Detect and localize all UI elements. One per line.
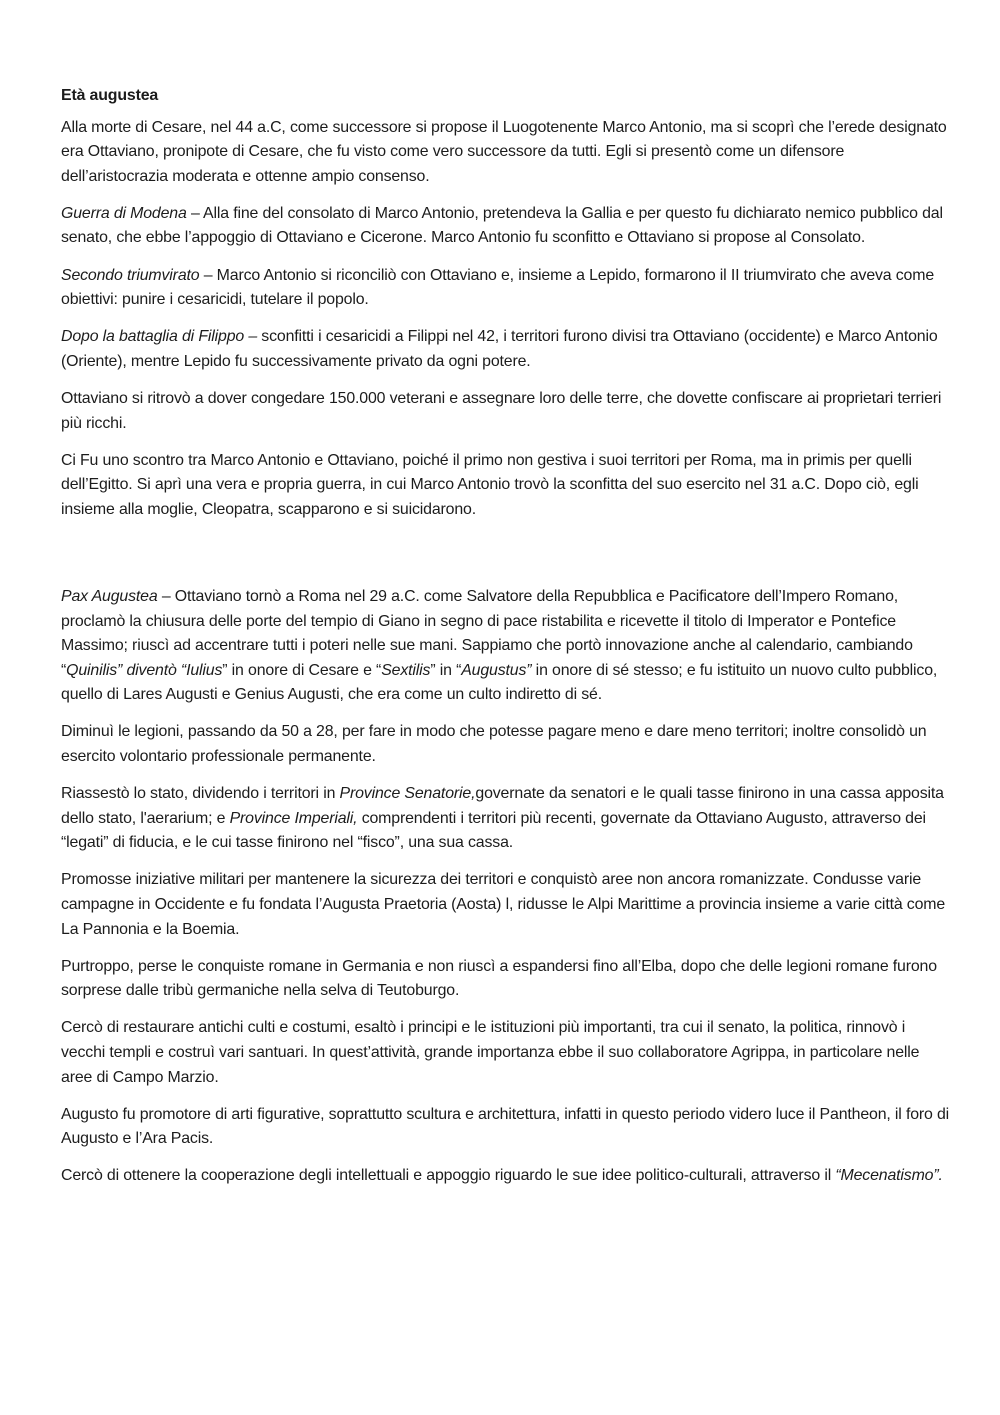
paragraph-pax-augustea <box>61 585 951 708</box>
italic-term: Province Senatorie, <box>339 785 476 803</box>
document-title: Età augustea <box>61 87 159 104</box>
paragraph-heading: Dopo la battaglia di Filippo – <box>61 328 258 346</box>
paragraph-province <box>61 782 951 856</box>
paragraph-text: governate da senatori e le quali tasse finirono in una cassa apposita dello stato, l'aerarium; e <box>61 785 944 827</box>
paragraph-intro: Alla morte di Cesare, nel 44 a.C, come successore si propose il Luogotenente Marco Antonio, ma si scoprì che l’erede designato era Ottaviano, pronipote di Cesare, che fu visto come vero successore da tutti. Egli si presentò come un difensore dell’aristocrazia moderata e ottenne ampio consenso. <box>61 118 947 185</box>
paragraph-battaglia-di-filippo <box>61 325 951 374</box>
paragraph-guerra-di-modena <box>61 202 951 251</box>
paragraph-heading: Pax Augustea <box>61 587 158 605</box>
paragraph-mecenatismo <box>61 1164 951 1189</box>
paragraph-legioni: Diminuì le legioni, passando da 50 a 28, per fare in modo che potesse pagare meno e dare meno territori; inoltre consolidò un esercito volontario professionale permanente. <box>61 723 927 765</box>
italic-term: Augustus” <box>461 661 532 679</box>
italic-term: “Mecenatismo”. <box>835 1167 943 1185</box>
paragraph-text: Cercò di ottenere la cooperazione degli intellettuali e appoggio riguardo le sue idee politico-culturali, attraverso il <box>61 1167 836 1185</box>
paragraph-text: Riassestò lo stato, dividendo i territori in <box>61 785 340 803</box>
paragraph-secondo-triumvirato <box>61 264 951 313</box>
paragraph-arti: Augusto fu promotore di arti figurative, soprattutto scultura e architettura, infatti in questo periodo videro luce il Pantheon, il foro di Augusto e l’Ara Pacis. <box>61 1105 950 1148</box>
paragraph-text: – Alla fine del consolato di Marco Antonio, pretendeva la Gallia e per questo fu dichiarato nemico pubblico dal senato, che ebbe l’appoggio di Ottaviano e Cicerone. Marco Antonio fu sconfitto e Ottaviano si propose al Consolato. <box>61 204 943 247</box>
paragraph-iniziative-militari: Promosse iniziative militari per mantenere la sicurezza dei territori e conquistò aree non ancora romanizzate. Condusse varie campagne in Occidente e fu fondata l’Augusta Praetoria (Aosta) l, ridusse le Alpi Marittime a provincia insieme a varie città come La Pannonia e la Boemia. <box>61 871 946 938</box>
paragraph-heading: Guerra di Modena <box>61 204 187 222</box>
paragraph-text: – Ottaviano tornò a Roma nel 29 a.C. come Salvatore della Repubblica e Pacificatore dell’Impero Romano, proclamò la chiusura delle porte del tempio di Giano in segno di pace ristabilita e ricevette il titolo di Imperator e Pontefice Massimo; riuscì ad accentrare tutti i poteri nelle sue mani. Sappiamo che portò innovazione anche al calendario, cambiando “ <box>61 587 913 679</box>
italic-term: Sextilis <box>381 661 431 679</box>
paragraph-scontro: Ci Fu uno scontro tra Marco Antonio e Ottaviano, poiché il primo non gestiva i suoi territori per Roma, ma in primis per quelli dell’Egitto. Si aprì una vera e propria guerra, in cui Marco Antonio trovò la sconfitta del suo esercito nel 31 a.C. Dopo ciò, egli insieme alla moglie, Cleopatra, scapparono e si suicidarono. <box>61 451 919 518</box>
italic-term: Quinilis” diventò “Iulius <box>66 661 223 679</box>
paragraph-text: in onore di sé stesso; e fu istituito un nuovo culto pubblico, quello di Lares Augusti e Genius Augusti, che era come un culto indiretto di sé. <box>61 661 938 704</box>
paragraph-text: ” in onore di Cesare e “ <box>222 661 382 679</box>
paragraph-text: sconfitti i cesaricidi a Filippi nel 42, i territori furono divisi tra Ottaviano (occidente) e Marco Antonio (Oriente), mentre Lepido fu successivamente privato da ogni potere. <box>61 328 938 370</box>
paragraph-text: ” in “ <box>430 661 462 679</box>
italic-term: Province Imperiali, <box>229 809 358 827</box>
paragraph-text: comprendenti i territori più recenti, governate da Ottaviano Augusto, attraverso dei “legati” di fiducia, e le cui tasse finirono nel “fisco”, una sua cassa. <box>61 809 926 852</box>
paragraph-germania: Purtroppo, perse le conquiste romane in Germania e non riuscì a espandersi fino all’Elba, dopo che delle legioni romane furono sorprese dalle tribù germaniche nella selva di Teutoburgo. <box>61 957 937 1000</box>
paragraph-heading: Secondo triumvirato <box>61 266 200 284</box>
paragraph-culti: Cercò di restaurare antichi culti e costumi, esaltò i principi e le istituzioni più importanti, tra cui il senato, la politica, rinnovò i vecchi templi e costruì vari santuari. In quest’attività, grande importanza ebbe il suo collaboratore Agrippa, in particolare nelle aree di Campo Marzio. <box>61 1019 920 1086</box>
paragraph-text: – Marco Antonio si riconciliò con Ottaviano e, insieme a Lepido, formarono il II triumvirato che aveva come obiettivi: punire i cesaricidi, tutelare il popolo. <box>61 266 935 309</box>
section-spacer <box>61 535 951 585</box>
document-page <box>61 84 951 1201</box>
paragraph-veterani: Ottaviano si ritrovò a dover congedare 150.000 veterani e assegnare loro delle terre, che dovette confiscare ai proprietari terrieri più ricchi. <box>61 389 942 432</box>
